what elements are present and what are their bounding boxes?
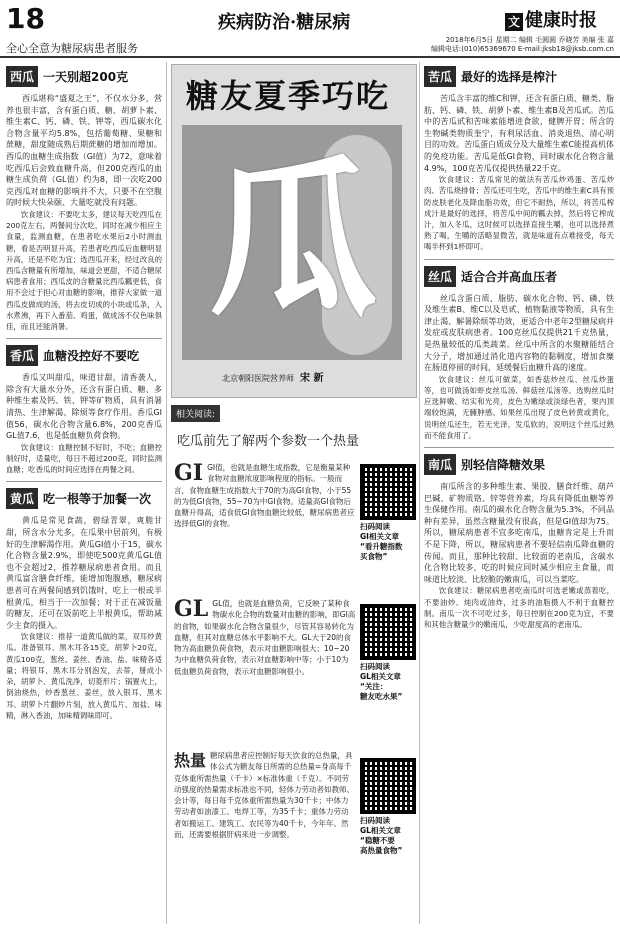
column-divider [419,62,420,924]
brand-mark: 文 [505,13,523,31]
article-tag: 西瓜 [6,66,38,87]
divider [424,447,614,448]
article-tag: 南瓜 [424,454,456,475]
article-paragraph: 苦瓜含丰富的维C和钾，还含有蛋白质、糖类、脂肪、钙、磷、铁、胡萝卜素、维生素B及苦瓜甙。苦瓜中的苦瓜甙和苦味素能增进食欲，健脾开胃；所含的生物碱类物质奎宁，有利尿活血、消炎退热、清心明目的功效。苦瓜蛋白质成分及大量维生素C能提高机体的免疫功能。苦瓜是低GI食物，同时碳水化合物含量4.9%，100克苦瓜仅提供热量22千克。 [424,94,614,173]
masthead [505,6,597,32]
section-title: 疾病防治·糖尿病 [218,12,351,33]
edition-contact: 编辑电话:(010)65369670 E-mail:jksb18@jksb.com.cn [430,45,614,53]
byline-role: 北京朝阳医院营养师 [222,374,294,383]
article-paragraph: 西瓜堪称“盛夏之王”，不仅水分多，营养也很丰富，含有蛋白质、糖、胡萝卜素、维生素C、钙、磷、铁、钾等，西瓜碳水化合物含量平均5.8%，包括葡萄糖、果糖和蔗糖，甜度随成熟后期蔗糖的增加而增加。西瓜的血糖生成指数（GI值）为72，意味着吃西瓜后会致血糖升高，但200克西瓜的血糖生成负荷（GL值）约为8，即一次吃200克西瓜对血糖的影响并不大，只要不在空腹的时候大快朵颐、大量吃就没有问题。 [6,94,162,208]
byline [222,369,323,384]
divider [424,259,614,260]
article-tag: 香瓜 [6,345,38,366]
qr-code[interactable] [360,464,416,520]
article-title [424,266,614,287]
article-title [424,66,614,87]
article-headline: 最好的选择是榨汁 [461,70,558,84]
article-headline: 别轻信降糖效果 [461,457,546,472]
related-reading [171,402,415,455]
article-paragraph: 香瓜又叫甜瓜，味道甘甜，清香袭人，除含有大量水分外，还含有蛋白质、糖、多种维生素及钙、铁、钾等矿物质，具有消暑清热、生津解渴、除烦等食疗作用。香瓜GI值56，碳水化合物含量6.8%，200克香瓜GL值7.6，也是低血糖负荷食物。 [6,373,162,441]
diet-advice: 饮食建议：糖尿病患者吃南瓜时可选老嫩或蒸着吃，不要油炒、炖肉或油炸，过多的油脂摄入不利于血糖控制。南瓜一次不可吃过多，每日控制在200克为宜，不要和其他含糖量少的嫩南瓜，少吃甜度高的老南瓜。 [424,586,614,629]
heat-text: 糖尿病患者应控制好每天饮食的总热量，具体公式为糖友每日所需的总热量=身高每千克体重所需热量（千卡）×标准体重（千克）。不同劳动强度的热量需求标准也不同，轻体力劳动者如教师、会计等，每日每千克体重所需热量为30千卡；中体力劳动者如油漆工、电焊工等，为35千卡；重体力劳动者如搬运工、建筑工、农民等为40千卡，今年年。然而，还需要根据肝病来进一步调整。 [174,751,354,840]
feature-big-char: 瓜 [208,140,379,340]
qr-caption: 扫码阅读 GI相关文章 “看升糖指数 买食物” [360,522,403,561]
edition-date: 2018年6月5日 星期二 编辑 毛圆圆 乔晓芳 美编 张 嘉 [445,36,614,44]
divider [6,481,162,482]
page-number: 18 [6,2,45,35]
article-headline: 血糖没控好不要吃 [43,349,140,364]
diet-advice: 饮食建议：丝瓜可做菜，如香菇炒丝瓜、丝瓜炒蛋等，也可做汤如虾皮丝瓜汤、鲜菇丝瓜汤等。选购丝瓜时应选鲜嫩、结实和光亮，皮色为嫩绿或淡绿色者，果内顶端较饱满，无臃肿感。如果丝瓜出现了皮色转黄或黄化，说明丝瓜还生，若无光泽，发瓜软的，说明这个丝瓜过熟而不能食用了。 [424,374,614,440]
related-headline: 吃瓜前先了解两个参数一个热量 [177,434,360,449]
slogan: 全心全意为糖尿病患者服务 [6,42,138,55]
article-title [6,488,162,509]
diet-advice: 饮食建议：血糖控制不好时，不吃；血糖控制好时，适量吃，每日不超过200克，同时监测血糖；吃香瓜的时间应选择在两餐之间。 [6,442,162,475]
qr-code[interactable] [360,758,416,814]
diet-advice: 饮食建议：苦瓜常见的做法有苦瓜炒鸡蛋、苦瓜炒肉、苦瓜烧排骨；苦瓜还可生吃，苦瓜中的维生素C具有预防皮肤老化及降血脂功效，但它不耐热，所以，将苦瓜榨成汁是最好的选择，将苦瓜中间的瓤去掉，然后将它榨成汁，加入冬瓜，这时候可以选择直接生嚼，也可以选择煮熟了喝，生嚼的活略显微苦，就是味道有点难接受，每天喝半杯到1杯即可。 [424,175,614,252]
article-tag: 黄瓜 [6,488,38,509]
right-column [424,64,614,630]
diet-advice: 饮食建议：推荐一道黄瓜做的菜，双耳炒黄瓜。准备银耳、黑木耳各15克，胡萝卜20克，黄瓜100克，葱丝、姜丝、香油、盐、味精各适量；将银耳、黑木耳分别泡发，去蒂，掰成小朵，胡萝卜、黄瓜洗净，切菱形片；锅置火上，倒油烧热，炒香葱丝、姜丝，放入银耳、黑木耳、胡萝卜片翻炒片刻，放入黄瓜片、加盐、味精，淋入香油，加味精调味即可。 [6,632,162,720]
article-paragraph: 南瓜所含的多种维生素、果胶、膳食纤维、葫芦巴碱、矿物质铬、锌等营养素，均具有降低血糖等养生保健作用。南瓜的碳水化合物含量为5.3%，不同品种有差异，虽然含糖量没有很高，但是GI值却为75。所以，糖尿病患者不宜多吃南瓜，血糖肯定是上升而不是下降，所以，糖尿病患者不要轻信南瓜降血糖的传闻。而且，那种比较甜、比较面的老南瓜，含碳水化合物比较多，吃的时候应同时减少相应主食量，而味道比较淡、比较脆的嫩南瓜，可以当菜吃。 [424,481,614,584]
page-header [0,0,620,58]
column-divider [166,62,167,924]
gl-text: GL值，也就是血糖负荷，它反映了某种食物碳水化合物的数量对血糖的影响，即GI高的食物，如果碳水化合物含量很少，尽管其容易转化为血糖，但其对血糖总体水平影响不大。GL大于20的食物为高血糖负荷食物，表示对血糖影响很大；10~20为中血糖负荷食物，表示对血糖影响中等；小于10为低血糖负荷食物，表示对血糖影响很小。 [174,599,356,676]
article-paragraph: 黄瓜是常见食蔬，碧绿青翠，爽脆甘甜，所含水分尤多，在瓜果中居前列，有极好的生津解渴作用。黄瓜GI值小于15，碳水化合物含量2.9%，即使吃500克黄瓜GL值也不会超过2，推荐糖尿病患者食用。而且黄瓜富含膳食纤维，能增加饱腹感，糖尿病患者可在两餐间感到饥饿时，吃上一根或半根黄瓜，相当于一次加餐；对于正在减饭量的糖友，还可在饭前吃上半根黄瓜，帮助减少主食的摄入。 [6,516,162,630]
article-paragraph: 丝瓜含蛋白质、脂肪、碳水化合物、钙、磷、铁及维生素B、维C以及皂甙、植物黏液等物质，具有生津止渴、解暑除烦等功效，更适合中老年2型糖尿病并发症或皮肤病患者。100克丝瓜仅提供21千克热量，是热量较低的瓜类蔬菜。丝瓜中所含的水聚糖能结合大分子，增加通过消化道内容物的黏稠度，增加食糜在肠道停留的时间，延缓餐后血糖升高的速度。 [424,293,614,373]
gl-label: GL [174,596,209,622]
qr-caption: 扫码阅读 GL相关文章 “稳糖不要 高热量食物” [360,816,403,855]
diet-advice: 饮食建议：不要吃太多，建议每天吃西瓜在200克左右，两餐间分次吃，同时在减少相应主食量，监测血糖，在患者吃水果后2小时测血糖，看是否明显升高，若患者吃西瓜后血糖明显升高，还是不吃为宜；选西瓜开来，经过改良的西瓜含糖量有所增加，味道会更甜，不适合糖尿病患者食用；西瓜皮的含糖量比西瓜瓤更低，食用不会过于担心对血糖的影响，推荐大家做一道西瓜皮做成的汤，将去皮切成的小块或瓜条，入水煮沸，再下入番茄、鸡蛋，做成汤不仅色味俱佳，而且还能消暑。 [6,209,162,331]
article-title [6,66,162,87]
article-tag: 丝瓜 [424,266,456,287]
qr-code[interactable] [360,604,416,660]
article-title [424,454,614,475]
article-headline: 一天别超200克 [43,70,129,84]
article-tag: 苦瓜 [424,66,456,87]
article-title [6,345,162,366]
feature-image [171,64,417,398]
article-headline: 吃一根等于加餐一次 [43,492,152,507]
gi-section [174,462,356,530]
byline-author: 宋 新 [300,373,324,384]
feature-title: 糖友夏季巧吃 [186,77,391,115]
brand-name: 健康时报 [525,10,597,31]
left-column [6,64,162,721]
related-tag: 相关阅读: [171,405,220,422]
edition-meta [431,36,614,54]
heat-section [174,750,356,840]
heat-label: 热量 [174,751,207,770]
article-headline: 适合合并高血压者 [461,269,558,284]
gl-section [174,598,356,677]
qr-caption: 扫码阅读 GL相关文章 “关注： 糖友吃水果” [360,662,403,701]
divider [6,338,162,339]
gi-label: GI [174,460,204,486]
gi-text: GI值，也就是血糖生成指数，它是衡量某种食物对血糖浓度影响程度的指标。一般而言，食物血糖生成指数大于70的为高GI食物，小于55的为低GI食物，55~70为中GI食物。适量高GI食物后血糖升得高，适食低GI食物血糖比较低，糖尿病患者应选择低GI的食物。 [174,463,355,529]
